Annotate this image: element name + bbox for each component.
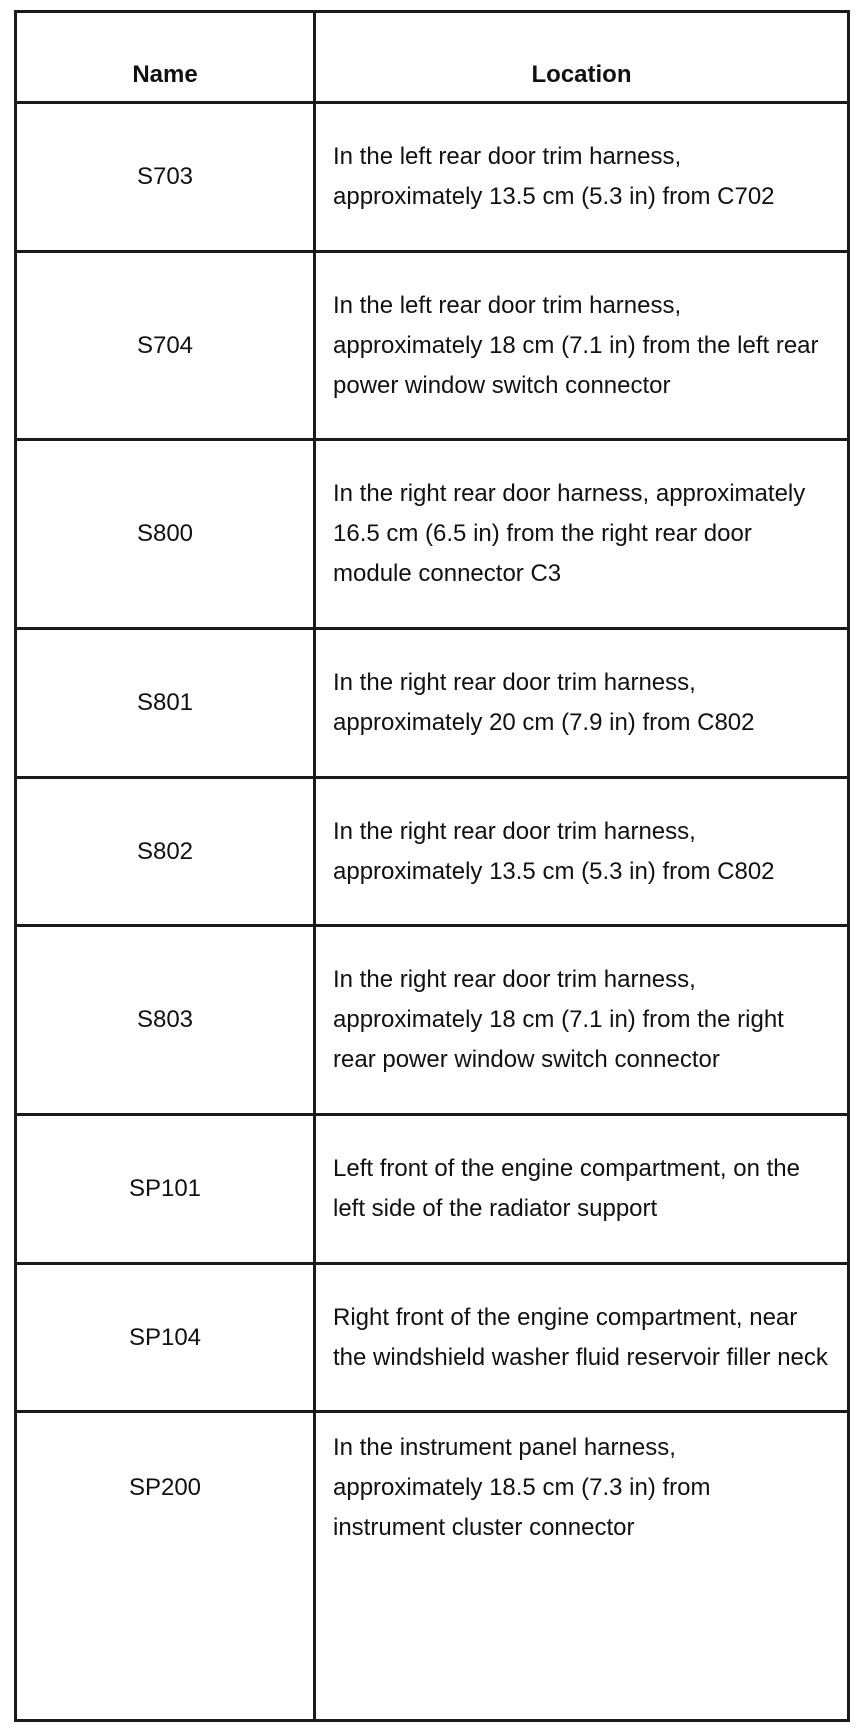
row-name: S801 [136, 689, 194, 716]
table-row [17, 1116, 847, 1265]
table-row [17, 441, 847, 630]
header-location: Location [531, 61, 632, 88]
row-name: S802 [136, 837, 194, 865]
row-name: SP101 [128, 1175, 202, 1202]
row-name: S803 [136, 1006, 194, 1033]
row-location: In the left rear door trim harness, approximately 18 cm (7.1 in) from the left rear power window switch connector [333, 291, 819, 399]
header-name: Name [132, 61, 198, 88]
table-row [17, 104, 847, 253]
row-name: SP200 [128, 1473, 202, 1501]
row-location: Right front of the engine compartment, near the windshield washer fluid reservoir filler neck [333, 1303, 828, 1371]
row-name: S800 [136, 520, 194, 547]
row-location: In the right rear door trim harness, approximately 13.5 cm (5.3 in) from C802 [333, 817, 775, 885]
row-location: In the left rear door trim harness, approximately 13.5 cm (5.3 in) from C702 [333, 143, 775, 210]
table-row [17, 253, 847, 441]
row-location: In the right rear door harness, approximately 16.5 cm (6.5 in) from the right rear door module connector C3 [333, 480, 806, 587]
row-location: In the instrument panel harness, approximately 18.5 cm (7.3 in) from instrument cluster connector [333, 1433, 711, 1541]
table-row [17, 1265, 847, 1413]
row-location: Left front of the engine compartment, on the left side of the radiator support [333, 1155, 800, 1222]
row-name: SP104 [128, 1323, 202, 1351]
table-row [17, 1413, 847, 1719]
row-name: S703 [136, 163, 194, 190]
row-location: In the right rear door trim harness, approximately 20 cm (7.9 in) from C802 [333, 669, 755, 736]
splice-location-table [14, 10, 850, 1722]
table-row [17, 927, 847, 1116]
table-row [17, 630, 847, 779]
row-location: In the right rear door trim harness, approximately 18 cm (7.1 in) from the right rear power window switch connector [333, 966, 784, 1073]
table-header-row [17, 13, 847, 104]
row-name: S704 [136, 331, 194, 359]
table-row [17, 779, 847, 927]
